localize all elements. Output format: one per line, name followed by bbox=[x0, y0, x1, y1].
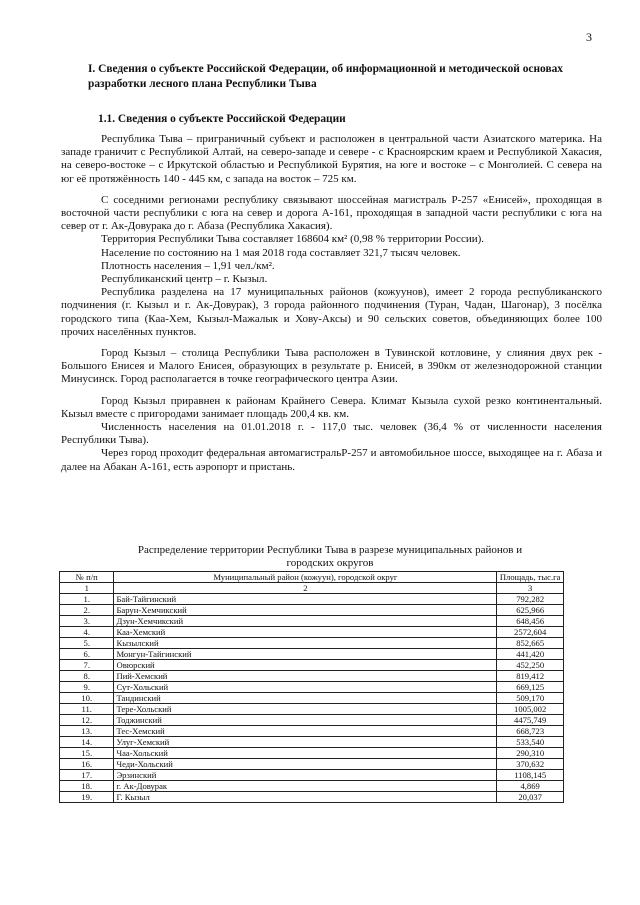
row-number: 7. bbox=[60, 660, 114, 671]
table-row bbox=[60, 594, 564, 605]
row-number: 17. bbox=[60, 770, 114, 781]
table-row bbox=[60, 693, 564, 704]
row-district: Чеди-Хольский bbox=[114, 759, 497, 770]
row-district: Сут-Хольский bbox=[114, 682, 497, 693]
row-number: 1. bbox=[60, 594, 114, 605]
row-district: Кызылский bbox=[114, 638, 497, 649]
column-number-2: 2 bbox=[114, 583, 497, 594]
paragraph-roads: С соседними регионами республику связывают шоссейная магистраль Р-257 «Енисей», проходящая в восточной части республики с юга на север и дорога А-161, проходящая в западной части республики с юга на север от г. Ак-Довурака до г. Абаза (Республика Хакасия). bbox=[61, 193, 602, 233]
row-district: Чаа-Хольский bbox=[114, 748, 497, 759]
row-number: 9. bbox=[60, 682, 114, 693]
row-area: 668,723 bbox=[497, 726, 564, 737]
table-row bbox=[60, 748, 564, 759]
row-district: Бай-Тайгинский bbox=[114, 594, 497, 605]
table-row bbox=[60, 616, 564, 627]
row-area: 4,869 bbox=[497, 781, 564, 792]
row-area: 852,665 bbox=[497, 638, 564, 649]
table-row bbox=[60, 759, 564, 770]
column-number-3: 3 bbox=[497, 583, 564, 594]
row-number: 10. bbox=[60, 693, 114, 704]
table-row bbox=[60, 671, 564, 682]
table-row bbox=[60, 792, 564, 803]
subsection-heading: 1.1. Сведения о субъекте Российской Федерации bbox=[98, 113, 346, 125]
row-number: 13. bbox=[60, 726, 114, 737]
header-area: Площадь, тыс.га bbox=[497, 572, 564, 583]
paragraph-city-population: Численность населения на 01.01.2018 г. - 117,0 тыс. человек (36,4 % от численности населения Республики Тыва). bbox=[61, 421, 602, 447]
table-row bbox=[60, 737, 564, 748]
page-number: 3 bbox=[586, 30, 592, 44]
table-row bbox=[60, 605, 564, 616]
row-district: Каа-Хемский bbox=[114, 627, 497, 638]
row-area: 1005,002 bbox=[497, 704, 564, 715]
row-area: 648,456 bbox=[497, 616, 564, 627]
table-row bbox=[60, 770, 564, 781]
table-title: Распределение территории Республики Тыва в разрезе муниципальных районов и городских округов bbox=[137, 544, 523, 569]
row-district: г. Ак-Довурак bbox=[114, 781, 497, 792]
table-row bbox=[60, 660, 564, 671]
table-row bbox=[60, 649, 564, 660]
row-number: 14. bbox=[60, 737, 114, 748]
row-district: Тоджинский bbox=[114, 715, 497, 726]
table-row bbox=[60, 715, 564, 726]
row-district: Монгун-Тайгинский bbox=[114, 649, 497, 660]
row-district: Овюрский bbox=[114, 660, 497, 671]
row-number: 15. bbox=[60, 748, 114, 759]
row-number: 8. bbox=[60, 671, 114, 682]
row-area: 792,282 bbox=[497, 594, 564, 605]
row-number: 5. bbox=[60, 638, 114, 649]
row-area: 509,170 bbox=[497, 693, 564, 704]
paragraph-transport: Через город проходит федеральная автомагистральР-257 и автомобильное шоссе, выходящее на г. Абаза и далее на Абакан А-161, есть аэропорт и пристань. bbox=[61, 447, 602, 473]
row-area: 1108,145 bbox=[497, 770, 564, 781]
table-body bbox=[60, 594, 564, 803]
row-area: 2572,604 bbox=[497, 627, 564, 638]
row-number: 12. bbox=[60, 715, 114, 726]
paragraph-location: Республика Тыва – приграничный субъект и расположен в центральной части Азиатского материка. На западе граничит с Республикой Алтай, на северо-западе и севере - с Красноярским краем и Республикой Хакасия, на северо-востоке – с Иркутской областью и Республикой Бурятия, на юге и востоке – с Монголией. С севера на юг её протяжённость 140 - 445 км, с запада на восток – 725 км. bbox=[61, 133, 602, 185]
row-area: 441,420 bbox=[497, 649, 564, 660]
row-area: 20,037 bbox=[497, 792, 564, 803]
header-district: Муниципальный район (кожуун), городской округ bbox=[114, 572, 497, 583]
section-heading: I. Сведения о субъекте Российской Федерации, об информационной и методической основах разработки лесного плана Республики Тыва bbox=[88, 63, 563, 90]
paragraph-density: Плотность населения – 1,91 чел./км². bbox=[101, 259, 275, 272]
body-text bbox=[61, 133, 602, 474]
paragraph-capital: Республиканский центр – г. Кызыл. bbox=[101, 273, 268, 286]
row-district: Улуг-Хемский bbox=[114, 737, 497, 748]
table-row bbox=[60, 704, 564, 715]
table-row bbox=[60, 638, 564, 649]
table-row bbox=[60, 781, 564, 792]
paragraph-population: Население по состоянию на 1 мая 2018 года составляет 321,7 тысяч человек. bbox=[101, 246, 461, 259]
row-area: 290,310 bbox=[497, 748, 564, 759]
row-district: Тес-Хемский bbox=[114, 726, 497, 737]
row-district: Эрзинский bbox=[114, 770, 497, 781]
row-number: 19. bbox=[60, 792, 114, 803]
row-number: 2. bbox=[60, 605, 114, 616]
row-district: Г. Кызыл bbox=[114, 792, 497, 803]
row-district: Тере-Хольский bbox=[114, 704, 497, 715]
table-row bbox=[60, 682, 564, 693]
row-number: 18. bbox=[60, 781, 114, 792]
row-area: 669,125 bbox=[497, 682, 564, 693]
row-area: 533,540 bbox=[497, 737, 564, 748]
table-row bbox=[60, 726, 564, 737]
row-district: Дзун-Хемчикский bbox=[114, 616, 497, 627]
row-number: 11. bbox=[60, 704, 114, 715]
row-area: 819,412 bbox=[497, 671, 564, 682]
row-district: Барун-Хемчикский bbox=[114, 605, 497, 616]
row-area: 4475,749 bbox=[497, 715, 564, 726]
paragraph-climate: Город Кызыл приравнен к районам Крайнего Севера. Климат Кызыла сухой резко континентальный. Кызыл вместе с пригородами занимает площадь 200,4 кв. км. bbox=[61, 394, 602, 420]
row-area: 452,250 bbox=[497, 660, 564, 671]
paragraph-divisions: Республика разделена на 17 муниципальных районов (кожуунов), имеет 2 города республиканского подчинения (г. Кызыл и г. Ак-Довурак), 3 города районного подчинения (Туран, Чадан, Шагонар), 3 посёлка городского типа (Каа-Хем, Кызыл-Мажалык и Хову-Аксы) и 90 сельских советов, объединяющих более 100 прочих населённых пунктов. bbox=[61, 286, 602, 338]
row-number: 3. bbox=[60, 616, 114, 627]
row-district: Тандинский bbox=[114, 693, 497, 704]
row-number: 4. bbox=[60, 627, 114, 638]
paragraph-kyzyl: Город Кызыл – столица Республики Тыва расположен в Тувинской котловине, у слияния двух рек - Большого Енисея и Малого Енисея, образующих в результате р. Енисей, в 390км от железнодорожной станции Минусинск. Город располагается в точке географического центра Азии. bbox=[61, 347, 602, 386]
column-number-1: 1 bbox=[60, 583, 114, 594]
row-number: 6. bbox=[60, 649, 114, 660]
row-area: 625,966 bbox=[497, 605, 564, 616]
row-district: Пий-Хемский bbox=[114, 671, 497, 682]
header-number: № п/п bbox=[60, 572, 114, 583]
row-area: 370,632 bbox=[497, 759, 564, 770]
paragraph-territory: Территория Республики Тыва составляет 168604 км² (0,98 % территории России). bbox=[101, 233, 485, 246]
table-row bbox=[60, 627, 564, 638]
territory-table bbox=[59, 571, 564, 803]
row-number: 16. bbox=[60, 759, 114, 770]
